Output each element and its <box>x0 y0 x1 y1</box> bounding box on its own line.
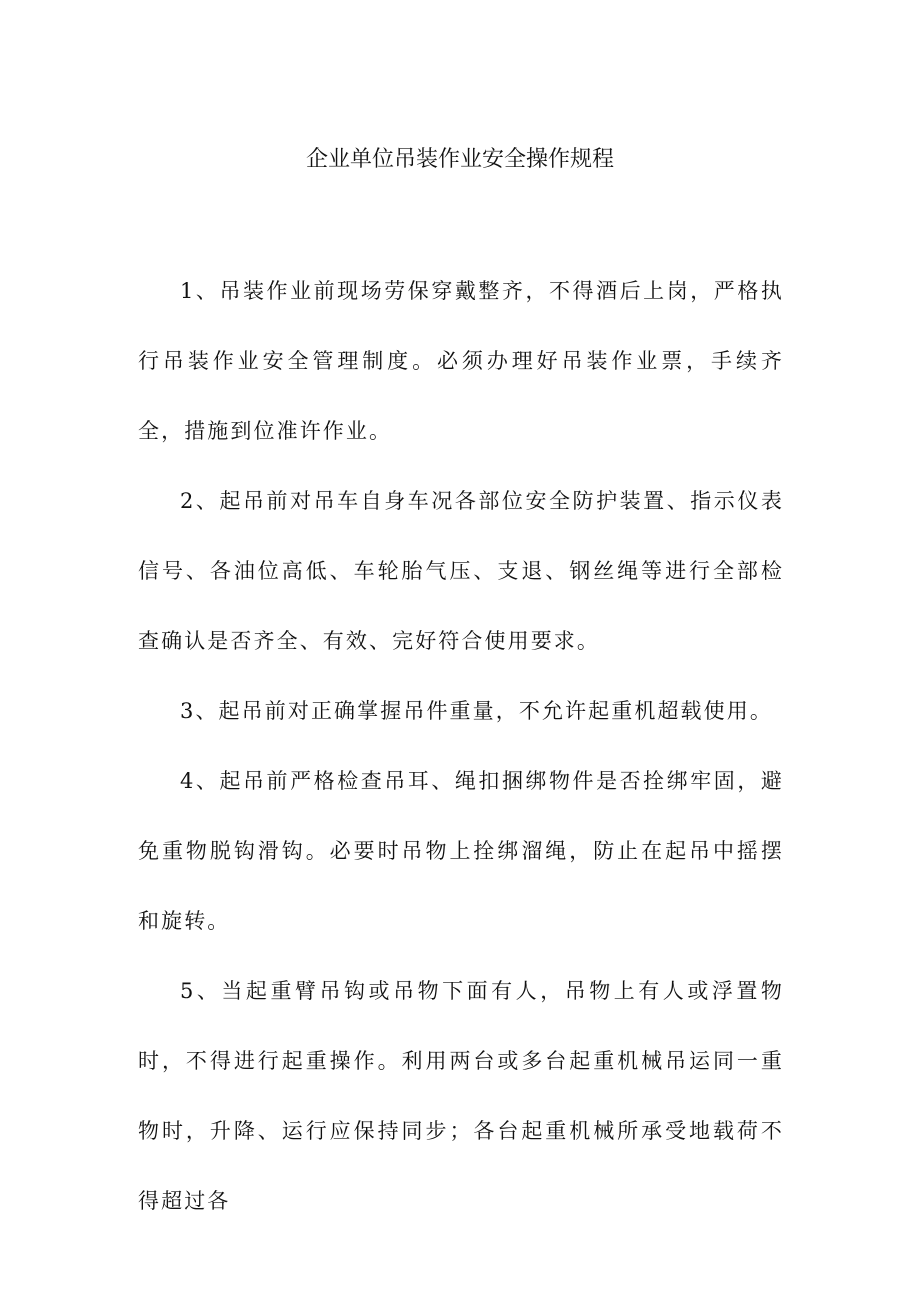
paragraph-5: 5、当起重臂吊钩或吊物下面有人，吊物上有人或浮置物时，不得进行起重操作。利用两台或多台起重机械吊运同一重物时，升降、运行应保持同步；各台起重机械所承受地载荷不得超过各 <box>138 979 784 1213</box>
paragraph-1: 1、吊装作业前现场劳保穿戴整齐，不得酒后上岗，严格执行吊装作业安全管理制度。必须办理好吊装作业票，手续齐全，措施到位准许作业。 <box>138 279 784 443</box>
paragraph-2: 2、起吊前对吊车自身车况各部位安全防护装置、指示仪表信号、各油位高低、车轮胎气压、支退、钢丝绳等进行全部检查确认是否齐全、有效、完好符合使用要求。 <box>138 489 784 653</box>
document-title: 企业单位吊装作业安全操作规程 <box>305 147 614 172</box>
document-body <box>138 256 784 1236</box>
paragraph-4: 4、起吊前严格检查吊耳、绳扣捆绑物件是否拴绑牢固，避免重物脱钩滑钩。必要时吊物上拴绑溜绳，防止在起吊中摇摆和旋转。 <box>138 769 784 933</box>
paragraph-3: 3、起吊前对正确掌握吊件重量，不允许起重机超载使用。 <box>180 699 773 723</box>
